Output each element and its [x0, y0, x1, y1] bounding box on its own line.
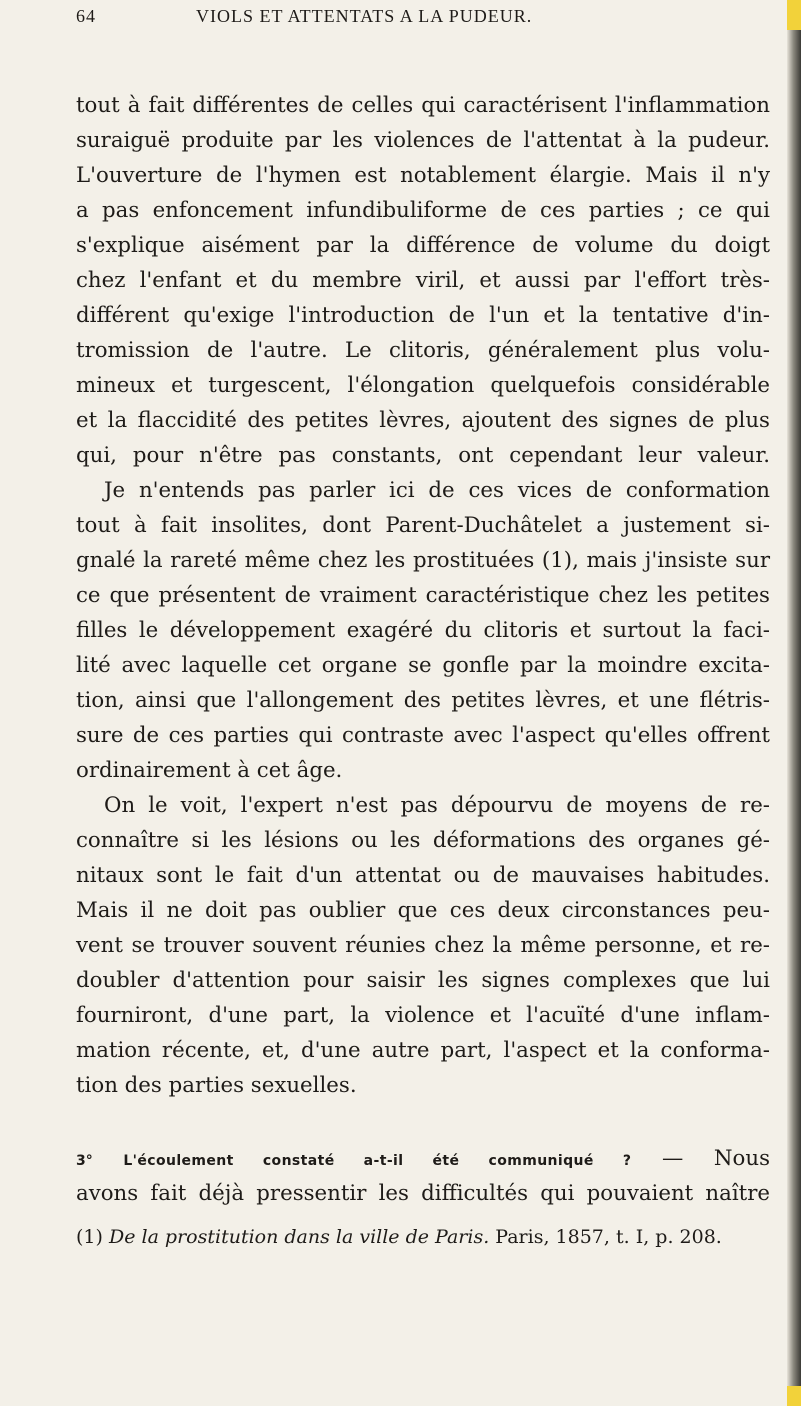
text-line: différent qu'exige l'introduction de l'un et la tentative d'in- — [76, 303, 770, 328]
footnote-gap — [76, 1211, 770, 1221]
footnote — [76, 1221, 770, 1253]
text-line: tout à fait différentes de celles qui caractérisent l'inflammation — [76, 93, 770, 118]
text-line: qui, pour n'être pas constants, ont cependant leur valeur. — [76, 443, 770, 468]
text-line: gnalé la rareté même chez les prostituées (1), mais j'insiste sur — [76, 548, 770, 573]
text-line: nitaux sont le fait d'un attentat ou de mauvaises habitudes. — [76, 863, 770, 888]
page-tab-marker — [787, 1386, 801, 1406]
text-line: et la flaccidité des petites lèvres, ajoutent des signes de plus — [76, 408, 770, 433]
page-body — [76, 88, 770, 1253]
text-line: lité avec laquelle cet organe se gonfle par la moindre excita- — [76, 653, 770, 678]
text-line: tromission de l'autre. Le clitoris, généralement plus volu- — [76, 338, 770, 363]
question-heading-line — [76, 1141, 770, 1176]
running-head — [76, 6, 770, 30]
text-line: chez l'enfant et du membre viril, et aussi par l'effort très- — [76, 268, 770, 293]
text-line: fourniront, d'une part, la violence et l'acuïté d'une inflam- — [76, 1003, 770, 1028]
question-heading: L'écoulement constaté a-t-il été communiqué ? — [123, 1153, 632, 1169]
page-edge-shadow — [787, 0, 801, 1406]
page-tab-marker — [787, 0, 801, 30]
page-number: 64 — [76, 6, 96, 26]
text-line: suraiguë produite par les violences de l'attentat à la pudeur. — [76, 128, 770, 153]
text-line: mation récente, et, d'une autre part, l'aspect et la conforma- — [76, 1038, 770, 1063]
text-line: mineux et turgescent, l'élongation quelquefois considérable — [76, 373, 770, 398]
question-continuation: — Nous — [662, 1146, 770, 1171]
text-line: a pas enfoncement infundibuliforme de ces parties ; ce qui — [76, 198, 770, 223]
text-line: tout à fait insolites, dont Parent-Duchâtelet a justement si- — [76, 513, 770, 538]
text-line: ce que présentent de vraiment caractéristique chez les petites — [76, 583, 770, 608]
text-line: sure de ces parties qui contraste avec l'aspect qu'elles offrent — [76, 723, 770, 748]
text-line: s'explique aisément par la différence de volume du doigt — [76, 233, 770, 258]
text-line: L'ouverture de l'hymen est notablement élargie. Mais il n'y — [76, 163, 770, 188]
paragraph-start-line: Je n'entends pas parler ici de ces vices de conformation — [104, 478, 770, 503]
text-line: Mais il ne doit pas oublier que ces deux circonstances peu- — [76, 898, 770, 923]
running-title: VIOLS ET ATTENTATS A LA PUDEUR. — [196, 6, 533, 26]
section-gap — [76, 1103, 770, 1141]
text-line: tion, ainsi que l'allongement des petites lèvres, et une flétris- — [76, 688, 770, 713]
paragraph-start-line: On le voit, l'expert n'est pas dépourvu de moyens de re- — [104, 793, 770, 818]
paragraph-end-line: tion des parties sexuelles. — [76, 1073, 357, 1098]
text-line: vent se trouver souvent réunies chez la même personne, et re- — [76, 933, 770, 958]
question-number: 3° — [76, 1153, 93, 1169]
text-line: filles le développement exagéré du clitoris et surtout la faci- — [76, 618, 770, 643]
footnote-details: Paris, 1857, t. I, p. 208. — [495, 1226, 722, 1248]
footnote-title: De la prostitution dans la ville de Paris. — [108, 1226, 490, 1248]
text-line: doubler d'attention pour saisir les signes complexes que lui — [76, 968, 770, 993]
footnote-marker: (1) — [76, 1226, 103, 1248]
text-line: avons fait déjà pressentir les difficultés qui pouvaient naître — [76, 1181, 770, 1206]
text-line: connaître si les lésions ou les déformations des organes gé- — [76, 828, 770, 853]
paragraph-end-line: ordinairement à cet âge. — [76, 758, 343, 783]
